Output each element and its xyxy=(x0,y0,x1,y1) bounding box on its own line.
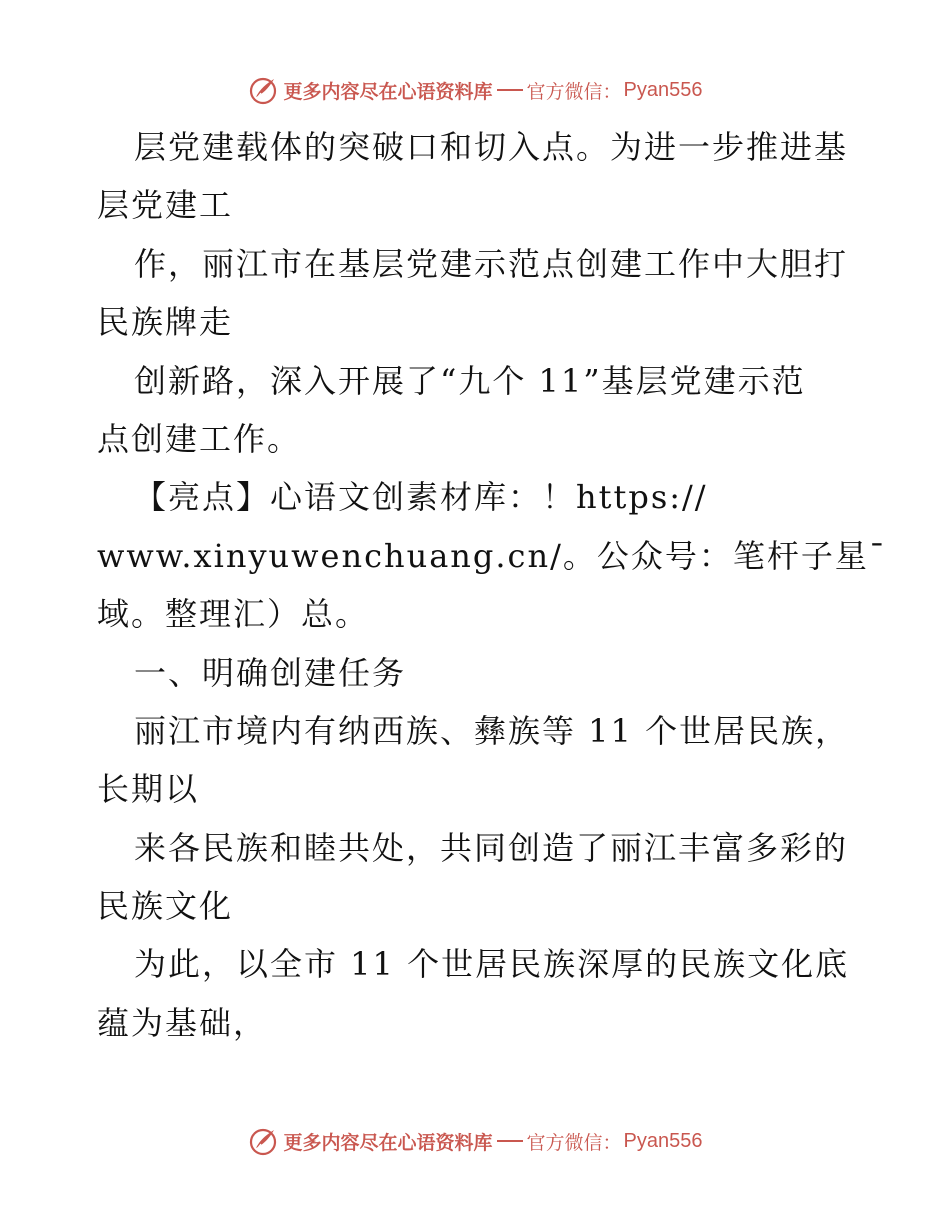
body-line: 点创建工作。 xyxy=(97,419,302,458)
body-line: 民族牌走 xyxy=(97,303,234,342)
body-line: 域。整理汇）总。 xyxy=(97,595,370,634)
body-line: 来各民族和睦共处，共同创造了丽江丰富多彩的 xyxy=(134,828,849,867)
banner-wechat-label: 官方微信： xyxy=(526,80,622,103)
body-line: www.xinyuwenchuang.cn/。公众号：笔杆子星¯ xyxy=(97,536,887,575)
body-line: 为此，以全市 11 个世居民族深厚的民族文化底 xyxy=(134,945,850,984)
banner-wechat-id: Pyan556 xyxy=(623,78,703,101)
header-watermark-banner xyxy=(0,70,950,110)
quill-pen-logo-icon xyxy=(248,75,278,105)
footer-watermark-banner xyxy=(0,1121,950,1161)
body-line: 层党建工 xyxy=(97,186,234,225)
banner-wechat-id: Pyan556 xyxy=(623,1129,703,1152)
document-body xyxy=(97,118,887,1052)
banner-main-text: 更多内容尽在心语资料库 xyxy=(283,1131,493,1154)
body-line: 作，丽江市在基层党建示范点创建工作中大胆打 xyxy=(134,244,849,283)
body-line: 丽江市境内有纳西族、彝族等 11 个世居民族， xyxy=(134,711,850,750)
body-line: 长期以 xyxy=(97,770,200,809)
section-heading: 一、明确创建任务 xyxy=(134,653,407,692)
body-line: 民族文化 xyxy=(97,887,234,926)
body-line: 蕴为基础， xyxy=(97,1003,268,1042)
banner-dash-separator xyxy=(497,89,523,91)
body-line: 【亮点】心语文创素材库：！https:// xyxy=(134,478,708,517)
banner-main-text: 更多内容尽在心语资料库 xyxy=(283,80,493,103)
quill-pen-logo-icon xyxy=(248,1126,278,1156)
banner-dash-separator xyxy=(497,1140,523,1142)
body-line: 层党建载体的突破口和切入点。为进一步推进基 xyxy=(134,128,849,166)
banner-wechat-label: 官方微信： xyxy=(526,1131,622,1154)
body-line: 创新路，深入开展了“九个 11”基层党建示范 xyxy=(134,361,806,400)
